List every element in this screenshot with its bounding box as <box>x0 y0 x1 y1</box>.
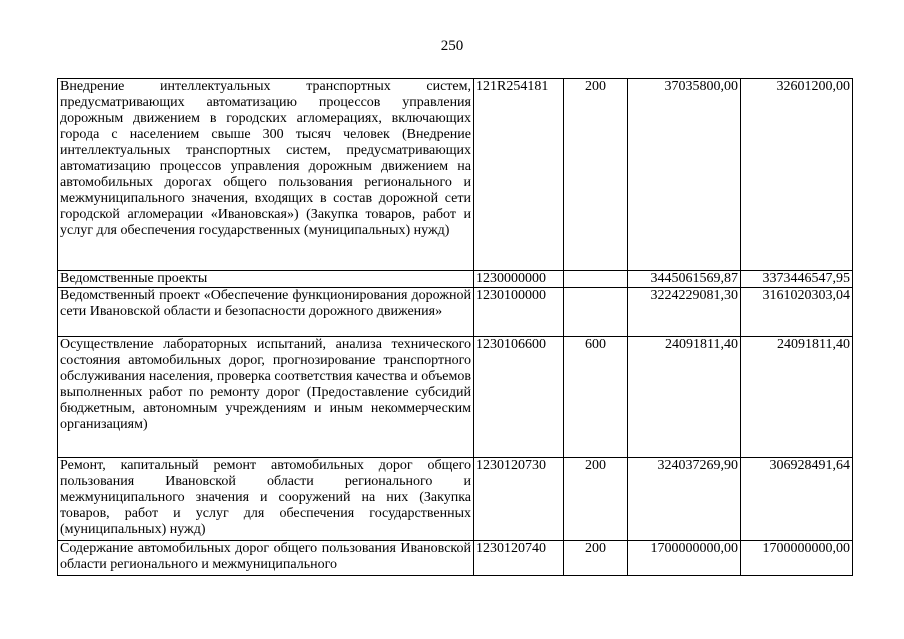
row-amount2-cell: 3373446547,95 <box>741 271 853 288</box>
row-code-cell: 1230000000 <box>474 271 564 288</box>
row-code-cell: 1230106600 <box>474 337 564 458</box>
row-name-cell: Содержание автомобильных дорог общего пользования Ивановской области регионального и межмуниципального <box>58 541 474 576</box>
row-code-cell: 1230120740 <box>474 541 564 576</box>
row-amount2-cell: 32601200,00 <box>741 79 853 271</box>
row-kind-cell: 200 <box>564 541 628 576</box>
row-amount1-cell: 37035800,00 <box>628 79 741 271</box>
row-kind-cell <box>564 288 628 337</box>
budget-table <box>57 78 853 576</box>
page-number: 250 <box>440 38 464 54</box>
table-row <box>58 288 853 337</box>
row-code-cell: 1230120730 <box>474 458 564 541</box>
row-kind-cell <box>564 271 628 288</box>
row-amount1-cell: 3445061569,87 <box>628 271 741 288</box>
row-name-cell: Осуществление лабораторных испытаний, анализа технического состояния автомобильных дорог, прогнозирование транспортного обслуживания населения, проверка соответствия качества и объемов выполненных работ по ремонту дорог (Предоставление субсидий бюджетным, автономным учреждениям и иным некоммерческим организациям) <box>58 337 474 458</box>
table-row <box>58 79 853 271</box>
row-amount1-cell: 3224229081,30 <box>628 288 741 337</box>
row-amount2-cell: 306928491,64 <box>741 458 853 541</box>
row-amount1-cell: 24091811,40 <box>628 337 741 458</box>
row-amount1-cell: 324037269,90 <box>628 458 741 541</box>
row-amount2-cell: 1700000000,00 <box>741 541 853 576</box>
row-amount1-cell: 1700000000,00 <box>628 541 741 576</box>
table-row <box>58 541 853 576</box>
row-name-cell: Внедрение интеллектуальных транспортных систем, предусматривающих автоматизацию процессов управления дорожным движением в городских агломерациях, включающих города с населением свыше 300 тысяч человек (Внедрение интеллектуальных транспортных систем, предусматривающих автоматизацию процессов управления дорожным движением на автомобильных дорогах общего пользования регионального и межмуниципального значения, входящих в состав дорожной сети городской агломерации «Ивановская») (Закупка товаров, работ и услуг для обеспечения государственных (муниципальных) нужд) <box>58 79 474 271</box>
row-code-cell: 1230100000 <box>474 288 564 337</box>
row-amount2-cell: 24091811,40 <box>741 337 853 458</box>
row-code-cell: 121R254181 <box>474 79 564 271</box>
row-kind-cell: 200 <box>564 458 628 541</box>
row-name-cell: Ремонт, капитальный ремонт автомобильных дорог общего пользования Ивановской области регионального и межмуниципального значения и сооружений на них (Закупка товаров, работ и услуг для обеспечения государственных (муниципальных) нужд) <box>58 458 474 541</box>
row-name-cell: Ведомственные проекты <box>58 271 474 288</box>
row-name-cell: Ведомственный проект «Обеспечение функционирования дорожной сети Ивановской области и безопасности дорожного движения» <box>58 288 474 337</box>
row-kind-cell: 600 <box>564 337 628 458</box>
table-row <box>58 458 853 541</box>
table-row <box>58 337 853 458</box>
table-row <box>58 271 853 288</box>
row-kind-cell: 200 <box>564 79 628 271</box>
row-amount2-cell: 3161020303,04 <box>741 288 853 337</box>
